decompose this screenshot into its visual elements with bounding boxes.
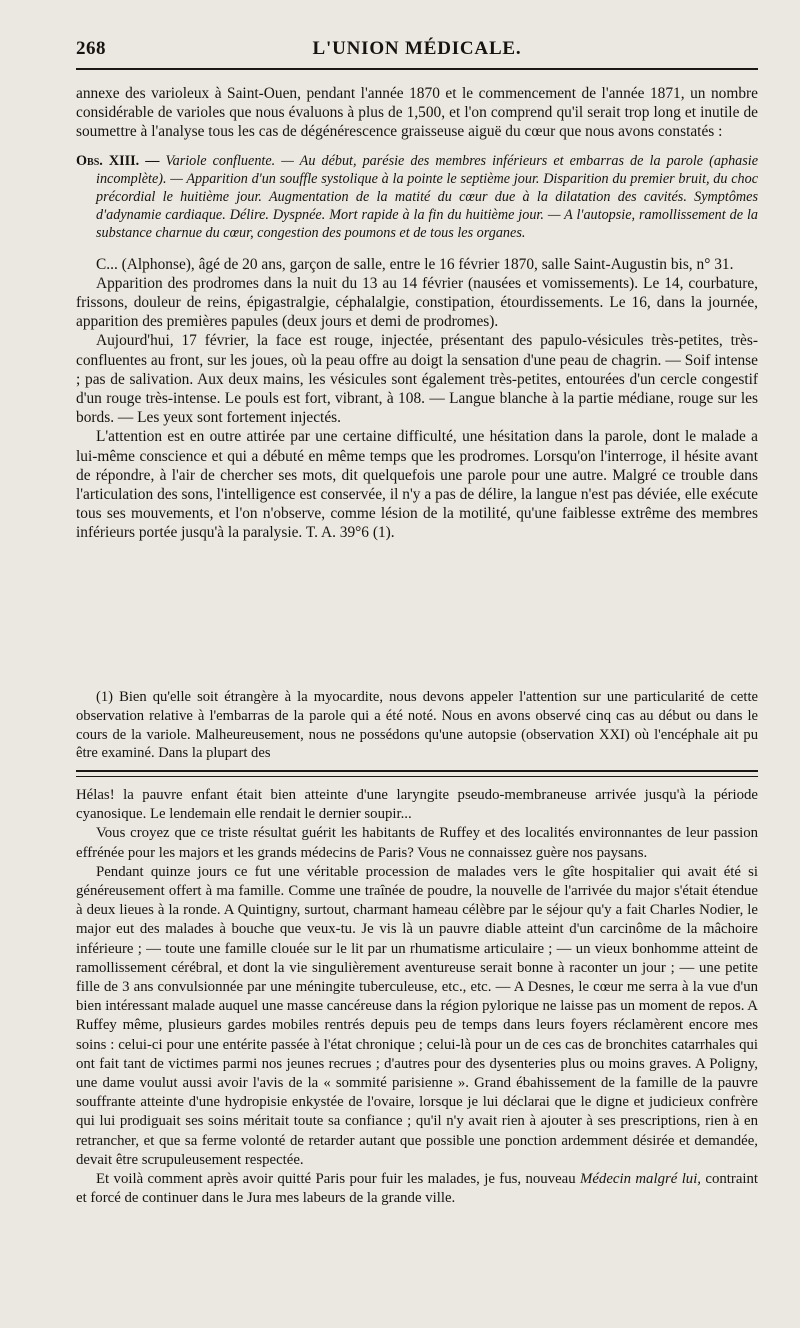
- main-article: [76, 84, 758, 543]
- closing-text-start: Et voilà comment après avoir quitté Paris pour fuir les malades, je fus, nouveau: [96, 1171, 576, 1188]
- patient-paragraph: C... (Alphonse), âgé de 20 ans, garçon de salle, entre le 16 février 1870, salle Saint-Augustin bis, n° 31.: [96, 255, 734, 273]
- observation-summary-text: Variole confluente. — Au début, parésie des membres inférieurs et embarras de la parole (aphasie incomplète). — Apparition d'un souffle systolique à la pointe le septième jour. Disparition du premier bruit, du choc précordial le huitième jour. Augmentation de la matité du cœur due à la dilatation des cavités. Symptômes d'adynamie cardiaque. Délire. Dyspnée. Mort rapide à la fin du huitième jour. — A l'autopsie, ramollissement de la substance charnue du cœur, congestion des poumons et de tous les organes.: [96, 152, 759, 242]
- feuilleton-paragraph-4: [76, 1170, 758, 1208]
- footnote: [76, 688, 758, 763]
- intro-paragraph: annexe des varioleux à Saint-Ouen, pendant l'année 1870 et le commencement de l'année 1871, un nombre considérable de varioles que nous évaluons à plus de 1,500, et l'on comprend qu'il serait trop long et inutile de soumettre à l'analyse tous les cas de dégénérescence graisseuse aiguë du cœur que nous avons constatés :: [76, 85, 758, 141]
- observation-summary: [76, 152, 758, 243]
- examination-paragraph: Aujourd'hui, 17 février, la face est rouge, injectée, présentant des papulo-vésicules très-petites, très-confluentes au front, sur les joues, où la peau offre au doigt la sensation d'une peau de chagrin. — Soif intense ; pas de salivation. Aux deux mains, les vésicules sont également très-petites, entourées d'un cercle congestif d'un rouge très-intense. Le pouls est fort, vibrant, à 108. — Langue blanche à la partie médiane, rouge sur les bords. — Les yeux sont fortement injectés.: [76, 332, 758, 427]
- feuilleton-paragraph-3: Pendant quinze jours ce fut une véritable procession de malades vers le gîte hospitalier qui avait été si généreusement offert à ma famille. Comme une traînée de poudre, la nouvelle de l'arrivée du major s'était étendue à deux lieues à la ronde. A Quintigny, surtout, charmant hameau célèbre par le séjour qu'y a fait Charles Nodier, le major eut des malades à bouche que veux-tu. Je vis là un pauvre diable atteint d'un carcinôme de la mâchoire inférieure ; — toute une famille clouée sur le lit par un rhumatisme articulaire ; — un vieux bonhomme atteint de ramollissement cérébral, et dont la vie singulièrement aventureuse serait bonne à raconter un jour ; — une petite fille de 3 ans convulsionnée par une méningite tuberculeuse, etc., etc. — A Desnes, le cœur me serra à la vue d'un bien intéressant malade auquel une masse cancéreuse dans la région pylorique ne laisse pas un moment de repos. A Ruffey même, plusieurs gardes mobiles rentrés depuis peu de temps dans leurs foyers réclamèrent encore mes soins : celui-ci pour une entérite passée à l'état chronique ; celui-là pour un de ces cas de bronchites catarrhales qui ont fait tant de victimes parmi nos jeunes recrues ; d'autres pour des dysenteries plus ou moins graves. A Poligny, une dame voulut aussi avoir l'avis de la « sommité parisienne ». Grand ébahissement de la famille de la pauvre souffrante atteinte d'une hydropisie enkystée de l'ovaire, lorsque je lui déclarai que le digne et judicieux confrère qui lui prodiguait ses soins méritait toute sa confiance ; qu'il n'y avait rien à ajouter à ses prescriptions, rien à en retrancher, et que sa ferme volonté de retarder autant que possible une ponction ardemment désirée et demandée, devait être scrupuleusement respectée.: [76, 863, 758, 1168]
- header-rule: [76, 68, 758, 70]
- feuilleton-rule-top: [76, 770, 758, 772]
- page-header: [76, 38, 758, 62]
- page-number: 268: [76, 38, 106, 59]
- footnote-text: (1) Bien qu'elle soit étrangère à la myocardite, nous devons appeler l'attention sur une particularité de cette observation relative à l'embarras de la parole qui a été noté. Nous en avons observé cinq cas au début ou dans le cours de la variole. Malheureusement, nous ne possédons qu'une autopsie (observation XXI) où l'encéphale ait pu être examiné. Dans la plupart des: [76, 689, 758, 762]
- feuilleton-paragraph-2: Vous croyez que ce triste résultat guérit les habitants de Ruffey et des localités environnantes de leur passion effrénée pour les majors et les grands médecins de Paris? Vous ne connaissez guère nos paysans.: [76, 825, 758, 861]
- closing-title-italic: Médecin malgré lui,: [580, 1171, 702, 1188]
- prodromes-paragraph: Apparition des prodromes dans la nuit du 13 au 14 février (nausées et vomissements). Le 14, courbature, frissons, douleur de reins, épigastralgie, céphalalgie, constipation, étourdissements. Le 16, dans la journée, apparition des premières papules (deux jours et demi de prodromes).: [76, 274, 758, 331]
- feuilleton-rule-bottom: [76, 776, 758, 777]
- feuilleton: [76, 786, 758, 1208]
- feuilleton-paragraph-1: Hélas! la pauvre enfant était bien atteinte d'une laryngite pseudo-membraneuse arrivée jusqu'à la période cyanosique. Le lendemain elle rendait le dernier soupir...: [76, 787, 758, 823]
- closing-text-end: contraint et forcé de continuer dans le Jura mes labeurs de la grande ville.: [76, 1171, 759, 1207]
- speech-paragraph: L'attention est en outre attirée par une certaine difficulté, une hésitation dans la parole, dont le malade a lui-même conscience et qui a débuté en même temps que les prodromes. Lorsqu'on l'interroge, il hésite avant de répondre, à l'air de chercher ses mots, dit quelquefois une parole pour une autre. Malgré ce trouble dans l'articulation des sons, l'intelligence est conservée, il n'y a pas de délire, la langue n'est pas déviée, elle exécute tous ses mouvements, et l'on n'observe, comme lésion de la motilité, qu'une faiblesse extrême des membres inférieurs portée jusqu'à la paralysie. T. A. 39°6 (1).: [76, 428, 758, 542]
- journal-title: L'UNION MÉDICALE.: [312, 38, 522, 59]
- observation-label: Obs. XIII. —: [76, 152, 160, 169]
